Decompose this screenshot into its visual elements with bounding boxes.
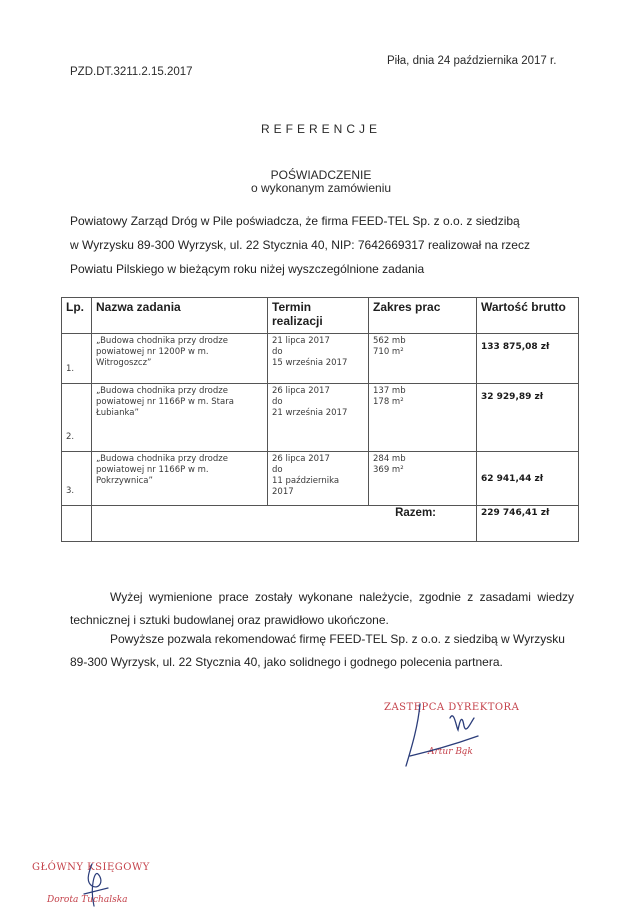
- row-scope: [369, 452, 477, 506]
- row-value: 62 941,44 zł: [477, 452, 579, 506]
- header-term: [268, 298, 369, 334]
- accountant-signature-icon: [78, 860, 118, 910]
- scope-mb: 284 mb: [373, 454, 406, 464]
- chief-accountant-name: Dorota Tuchalska: [47, 895, 128, 905]
- row-term: [268, 452, 369, 506]
- term-sep: do: [272, 397, 283, 407]
- term-start: 21 lipca 2017: [272, 336, 330, 346]
- scope-mb: 137 mb: [373, 386, 406, 396]
- intro-paragraph: [70, 209, 570, 281]
- total-value: 229 746,41 zł: [477, 506, 579, 542]
- completion-paragraph: Wyżej wymienione prace zostały wykonane należycie, zgodnie z zasadami wiedzy technicznej i sztuki budowlanej oraz prawidłowo ukończone.: [70, 590, 574, 627]
- header-term-line2: realizacji: [272, 314, 323, 328]
- term-end-year: 2017: [272, 487, 294, 497]
- term-sep: do: [272, 347, 283, 357]
- intro-line: Powiatowy Zarząd Dróg w Pile poświadcza, że firma FEED-TEL Sp. z o.o. z siedzibą: [70, 214, 520, 228]
- row-value: 133 875,08 zł: [477, 334, 579, 384]
- scope-m2: 178 m²: [373, 397, 404, 407]
- scope-mb: 562 mb: [373, 336, 406, 346]
- term-end: 11 października: [272, 476, 340, 486]
- scope-m2: 369 m²: [373, 465, 404, 475]
- row-task-name: „Budowa chodnika przy drodze powiatowej nr 1166P w m. Stara Łubianka”: [92, 384, 268, 452]
- document-subtitle: POŚWIADCZENIE: [270, 168, 372, 182]
- document-title: REFERENCJE: [260, 122, 381, 136]
- row-scope: [369, 384, 477, 452]
- intro-line: Powiatu Pilskiego w bieżącym roku niżej wyszczególnione zadania: [70, 262, 425, 276]
- scope-m2: 710 m²: [373, 347, 404, 357]
- row-term: [268, 384, 369, 452]
- row-task-name: „Budowa chodnika przy drodze powiatowej nr 1166P w m. Pokrzywnica”: [92, 452, 268, 506]
- recommendation-paragraph: [70, 628, 574, 674]
- total-label: Razem:: [92, 506, 477, 542]
- term-sep: do: [272, 465, 283, 475]
- deputy-director-name: Artur Bąk: [428, 747, 473, 757]
- recommendation-line: Powyższe pozwala rekomendować firmę FEED-TEL Sp. z o.o. z siedzibą w Wyrzysku: [110, 632, 565, 646]
- row-lp: 1.: [62, 334, 92, 384]
- header-value: Wartość brutto: [477, 298, 579, 334]
- row-value: 32 929,89 zł: [477, 384, 579, 452]
- place-and-date: Piła, dnia 24 października 2017 r.: [387, 55, 557, 67]
- row-task-name: „Budowa chodnika przy drodze powiatowej nr 1200P w m. Witrogoszcz”: [92, 334, 268, 384]
- table-header-row: [62, 298, 579, 334]
- references-table: [61, 297, 579, 542]
- document-subtitle-line2: o wykonanym zamówieniu: [250, 181, 392, 195]
- term-start: 26 lipca 2017: [272, 386, 330, 396]
- table-row: [62, 384, 579, 452]
- term-start: 26 lipca 2017: [272, 454, 330, 464]
- header-term-line1: Termin: [272, 300, 312, 314]
- term-end: 21 września 2017: [272, 408, 348, 418]
- deputy-director-stamp: ZASTĘPCA DYREKTORA: [384, 702, 520, 713]
- table-total-row: [62, 506, 579, 542]
- row-term: [268, 334, 369, 384]
- header-lp: Lp.: [62, 298, 92, 334]
- chief-accountant-stamp: GŁÓWNY KSIĘGOWY: [32, 862, 150, 873]
- total-empty-cell: [62, 506, 92, 542]
- deputy-signature-icon: [400, 696, 510, 776]
- table-row: [62, 452, 579, 506]
- row-lp: 3.: [62, 452, 92, 506]
- header-task-name: Nazwa zadania: [92, 298, 268, 334]
- row-lp: 2.: [62, 384, 92, 452]
- reference-number: PZD.DT.3211.2.15.2017: [70, 66, 193, 78]
- intro-line: w Wyrzysku 89-300 Wyrzysk, ul. 22 Stycznia 40, NIP: 7642669317 realizował na rzecz: [70, 238, 530, 252]
- row-scope: [369, 334, 477, 384]
- term-end: 15 września 2017: [272, 358, 348, 368]
- table-row: [62, 334, 579, 384]
- header-scope: Zakres prac: [369, 298, 477, 334]
- recommendation-line: 89-300 Wyrzysk, ul. 22 Stycznia 40, jako solidnego i godnego polecenia partnera.: [70, 655, 503, 669]
